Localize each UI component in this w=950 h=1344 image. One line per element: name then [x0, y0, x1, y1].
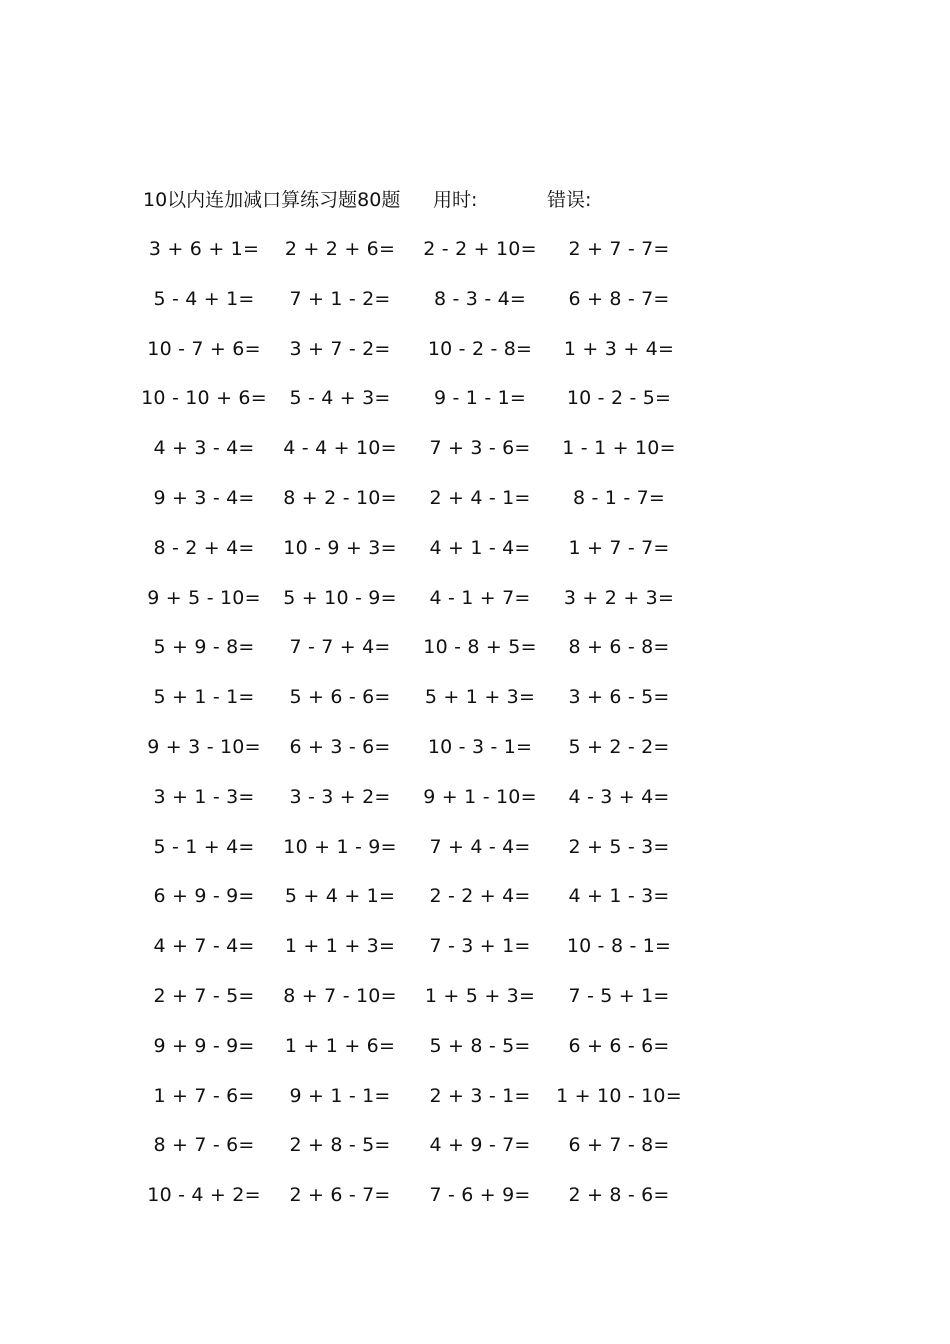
problem-row	[0, 1078, 950, 1114]
problem-item: 2 + 8 - 5=	[289, 1134, 391, 1156]
problem-item: 10 - 8 + 5=	[423, 636, 537, 658]
problem-item: 6 + 7 - 8=	[568, 1134, 670, 1156]
problem-item: 8 - 1 - 7=	[572, 487, 666, 509]
problem-item: 2 + 5 - 3=	[568, 836, 670, 858]
problem-item: 1 - 1 + 10=	[562, 437, 676, 459]
problem-item: 4 + 9 - 7=	[429, 1134, 531, 1156]
problem-item: 1 + 1 + 3=	[284, 935, 396, 957]
problem-row	[0, 729, 950, 765]
problem-item: 5 + 6 - 6=	[289, 686, 391, 708]
problem-row	[0, 1127, 950, 1163]
problem-item: 5 + 1 - 1=	[153, 686, 255, 708]
problem-item: 2 - 2 + 4=	[429, 885, 531, 907]
problem-item: 2 - 2 + 10=	[423, 238, 537, 260]
problem-item: 8 - 3 - 4=	[433, 288, 527, 310]
problem-item: 4 - 1 + 7=	[429, 587, 531, 609]
problem-item: 8 - 2 + 4=	[153, 537, 255, 559]
problem-item: 10 - 7 + 6=	[147, 338, 261, 360]
problem-item: 7 - 6 + 9=	[429, 1184, 531, 1206]
problem-item: 9 + 9 - 9=	[153, 1035, 255, 1057]
problem-row	[0, 530, 950, 566]
problem-row	[0, 829, 950, 865]
problem-item: 9 + 3 - 10=	[147, 736, 261, 758]
problem-item: 5 + 4 + 1=	[284, 885, 396, 907]
problem-item: 2 + 3 - 1=	[429, 1085, 531, 1107]
problem-item: 2 + 7 - 7=	[568, 238, 670, 260]
problem-row	[0, 779, 950, 815]
problem-row	[0, 1028, 950, 1064]
problem-item: 5 + 10 - 9=	[283, 587, 397, 609]
problem-row	[0, 978, 950, 1014]
problem-item: 1 + 3 + 4=	[563, 338, 675, 360]
problem-item: 6 + 8 - 7=	[568, 288, 670, 310]
problem-item: 3 + 6 + 1=	[148, 238, 260, 260]
problem-item: 9 + 5 - 10=	[147, 587, 261, 609]
problem-row	[0, 331, 950, 367]
problem-item: 9 - 1 - 1=	[433, 387, 527, 409]
problem-item: 2 + 4 - 1=	[429, 487, 531, 509]
problem-item: 5 + 2 - 2=	[568, 736, 670, 758]
problem-item: 4 + 1 - 3=	[568, 885, 670, 907]
problem-item: 5 - 4 + 3=	[289, 387, 391, 409]
problem-item: 2 + 7 - 5=	[153, 985, 255, 1007]
problem-item: 8 + 2 - 10=	[283, 487, 397, 509]
problem-item: 8 + 7 - 6=	[153, 1134, 255, 1156]
problem-item: 7 + 4 - 4=	[429, 836, 531, 858]
problem-row	[0, 679, 950, 715]
problem-item: 4 + 3 - 4=	[153, 437, 255, 459]
problem-item: 5 - 4 + 1=	[153, 288, 255, 310]
problem-row	[0, 480, 950, 516]
problem-item: 5 + 9 - 8=	[153, 636, 255, 658]
problem-row	[0, 430, 950, 466]
problem-row	[0, 380, 950, 416]
problem-item: 7 - 7 + 4=	[289, 636, 391, 658]
problem-item: 2 + 6 - 7=	[289, 1184, 391, 1206]
problem-row	[0, 231, 950, 267]
problem-row	[0, 629, 950, 665]
error-label: 错误:	[547, 189, 592, 211]
problem-item: 3 + 1 - 3=	[153, 786, 255, 808]
problem-item: 4 - 3 + 4=	[568, 786, 670, 808]
problem-item: 9 + 3 - 4=	[153, 487, 255, 509]
problem-item: 1 + 1 + 6=	[284, 1035, 396, 1057]
problem-item: 7 - 3 + 1=	[429, 935, 531, 957]
problem-item: 1 + 7 - 6=	[153, 1085, 255, 1107]
problem-item: 10 - 2 - 5=	[566, 387, 672, 409]
problem-item: 7 + 1 - 2=	[289, 288, 391, 310]
problem-item: 10 - 2 - 8=	[427, 338, 533, 360]
problem-row	[0, 878, 950, 914]
problem-item: 6 + 6 - 6=	[568, 1035, 670, 1057]
problem-item: 2 + 2 + 6=	[284, 238, 396, 260]
problem-item: 7 + 3 - 6=	[429, 437, 531, 459]
problem-item: 7 - 5 + 1=	[568, 985, 670, 1007]
problem-item: 1 + 5 + 3=	[424, 985, 536, 1007]
problem-item: 5 + 1 + 3=	[424, 686, 536, 708]
problem-item: 4 + 7 - 4=	[153, 935, 255, 957]
problem-item: 10 - 9 + 3=	[283, 537, 397, 559]
problem-item: 3 + 2 + 3=	[563, 587, 675, 609]
problem-row	[0, 580, 950, 616]
problem-item: 10 - 10 + 6=	[141, 387, 267, 409]
problem-item: 3 + 7 - 2=	[289, 338, 391, 360]
problem-item: 10 + 1 - 9=	[283, 836, 397, 858]
problem-row	[0, 928, 950, 964]
worksheet-title: 10以内连加减口算练习题80题	[143, 189, 401, 211]
problem-item: 6 + 9 - 9=	[153, 885, 255, 907]
problem-item: 10 - 4 + 2=	[147, 1184, 261, 1206]
problem-item: 9 + 1 - 1=	[289, 1085, 391, 1107]
problem-item: 8 + 7 - 10=	[283, 985, 397, 1007]
problem-item: 5 - 1 + 4=	[153, 836, 255, 858]
problem-item: 3 + 6 - 5=	[568, 686, 670, 708]
problem-item: 6 + 3 - 6=	[289, 736, 391, 758]
problem-item: 2 + 8 - 6=	[568, 1184, 670, 1206]
problem-item: 10 - 8 - 1=	[566, 935, 672, 957]
worksheet-header	[0, 186, 950, 214]
problem-row	[0, 281, 950, 317]
problem-item: 1 + 10 - 10=	[556, 1085, 682, 1107]
problem-item: 1 + 7 - 7=	[568, 537, 670, 559]
problem-row	[0, 1177, 950, 1213]
problem-item: 3 - 3 + 2=	[289, 786, 391, 808]
problem-item: 4 - 4 + 10=	[283, 437, 397, 459]
problem-item: 5 + 8 - 5=	[429, 1035, 531, 1057]
problem-item: 10 - 3 - 1=	[427, 736, 533, 758]
problem-item: 4 + 1 - 4=	[429, 537, 531, 559]
problem-item: 8 + 6 - 8=	[568, 636, 670, 658]
time-label: 用时:	[433, 189, 478, 211]
problem-grid	[0, 231, 950, 1231]
problem-item: 9 + 1 - 10=	[423, 786, 537, 808]
